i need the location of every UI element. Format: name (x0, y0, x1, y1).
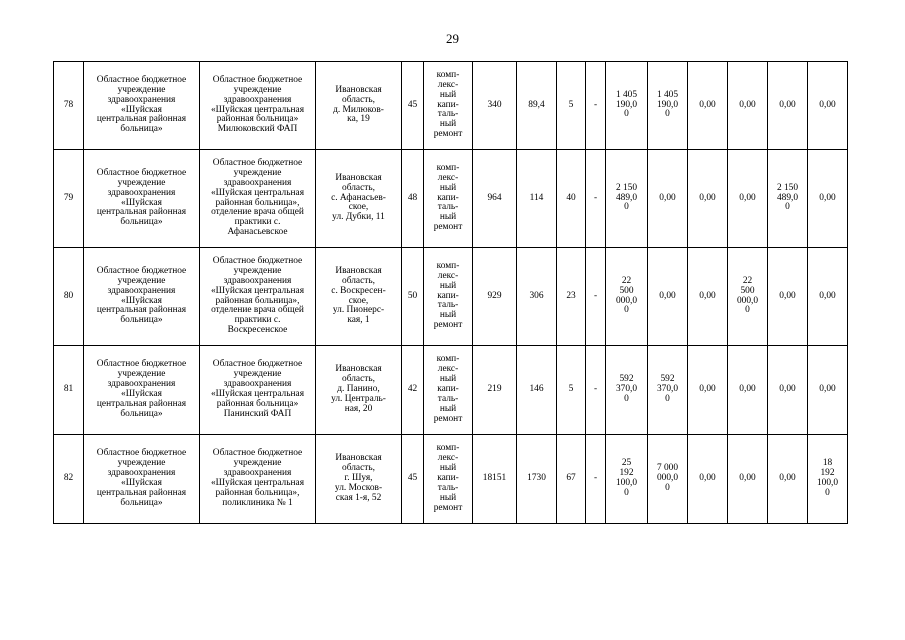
work-type-cell: комп- лекс- ный капи- таль- ный ремонт (424, 248, 473, 346)
value-cell: 40 (557, 150, 586, 248)
value-cell: 146 (517, 346, 557, 435)
value-cell: 219 (473, 346, 517, 435)
work-type-cell: комп- лекс- ный капи- таль- ный ремонт (424, 150, 473, 248)
funding-cell: 0,00 (648, 150, 688, 248)
object-cell: Областное бюджетное учреждение здравоохранения «Шуйская центральная районная больница», отделение врача общей практики с. Воскресенское (200, 248, 316, 346)
funding-cell: 0,00 (808, 62, 848, 150)
funding-cell: 0,00 (808, 346, 848, 435)
table-row (54, 62, 848, 150)
funding-cell: 0,00 (768, 435, 808, 524)
funding-cell: 0,00 (728, 62, 768, 150)
funding-cell: 1 405 190,0 0 (648, 62, 688, 150)
customer-cell: Областное бюджетное учреждение здравоохранения «Шуйская центральная районная больница» (84, 248, 200, 346)
customer-cell: Областное бюджетное учреждение здравоохранения «Шуйская центральная районная больница» (84, 435, 200, 524)
total-cost-cell: 2 150 489,0 0 (606, 150, 648, 248)
value-cell: 45 (402, 62, 424, 150)
funding-cell: 0,00 (648, 248, 688, 346)
value-cell: 23 (557, 248, 586, 346)
address-cell: Ивановская область, д. Панино, ул. Централь- ная, 20 (316, 346, 402, 435)
total-cost-cell: 22 500 000,0 0 (606, 248, 648, 346)
funding-cell: 0,00 (768, 248, 808, 346)
customer-cell: Областное бюджетное учреждение здравоохранения «Шуйская центральная районная больница» (84, 150, 200, 248)
funding-cell: 0,00 (688, 150, 728, 248)
address-cell: Ивановская область, с. Воскресен- ское, ул. Пионерс- кая, 1 (316, 248, 402, 346)
funding-cell: 0,00 (768, 346, 808, 435)
funding-cell: 0,00 (688, 435, 728, 524)
funding-cell: 22 500 000,0 0 (728, 248, 768, 346)
page-number: 29 (446, 31, 459, 46)
table-row (54, 435, 848, 524)
funding-cell: 592 370,0 0 (648, 346, 688, 435)
work-type-cell: комп- лекс- ный капи- таль- ный ремонт (424, 62, 473, 150)
table-row (54, 346, 848, 435)
value-cell: 89,4 (517, 62, 557, 150)
value-cell: - (586, 248, 606, 346)
total-cost-cell: 592 370,0 0 (606, 346, 648, 435)
value-cell: 48 (402, 150, 424, 248)
value-cell: 42 (402, 346, 424, 435)
row-number-cell: 82 (54, 435, 84, 524)
value-cell: 5 (557, 62, 586, 150)
work-type-cell: комп- лекс- ный капи- таль- ный ремонт (424, 435, 473, 524)
value-cell: 45 (402, 435, 424, 524)
value-cell: 306 (517, 248, 557, 346)
total-cost-cell: 25 192 100,0 0 (606, 435, 648, 524)
funding-cell: 0,00 (688, 248, 728, 346)
funding-cell: 0,00 (688, 62, 728, 150)
funding-cell: 0,00 (768, 62, 808, 150)
funding-cell: 0,00 (688, 346, 728, 435)
value-cell: 340 (473, 62, 517, 150)
funding-cell: 2 150 489,0 0 (768, 150, 808, 248)
funding-cell: 18 192 100,0 0 (808, 435, 848, 524)
customer-cell: Областное бюджетное учреждение здравоохранения «Шуйская центральная районная больница» (84, 62, 200, 150)
value-cell: 50 (402, 248, 424, 346)
capital-repair-table (53, 61, 848, 524)
value-cell: - (586, 62, 606, 150)
object-cell: Областное бюджетное учреждение здравоохранения «Шуйская центральная районная больница» Панинский ФАП (200, 346, 316, 435)
work-type-cell: комп- лекс- ный капи- таль- ный ремонт (424, 346, 473, 435)
value-cell: 929 (473, 248, 517, 346)
funding-cell: 7 000 000,0 0 (648, 435, 688, 524)
address-cell: Ивановская область, г. Шуя, ул. Москов- ская 1-я, 52 (316, 435, 402, 524)
row-number-cell: 78 (54, 62, 84, 150)
funding-cell: 0,00 (728, 346, 768, 435)
object-cell: Областное бюджетное учреждение здравоохранения «Шуйская центральная районная больница», отделение врача общей практики с. Афанасьевское (200, 150, 316, 248)
value-cell: 67 (557, 435, 586, 524)
address-cell: Ивановская область, с. Афанасьев- ское, ул. Дубки, 11 (316, 150, 402, 248)
funding-cell: 0,00 (728, 150, 768, 248)
value-cell: 1730 (517, 435, 557, 524)
value-cell: - (586, 435, 606, 524)
object-cell: Областное бюджетное учреждение здравоохранения «Шуйская центральная районная больница» Милюковский ФАП (200, 62, 316, 150)
funding-cell: 0,00 (808, 150, 848, 248)
customer-cell: Областное бюджетное учреждение здравоохранения «Шуйская центральная районная больница» (84, 346, 200, 435)
value-cell: - (586, 346, 606, 435)
object-cell: Областное бюджетное учреждение здравоохранения «Шуйская центральная районная больница», поликлиника № 1 (200, 435, 316, 524)
value-cell: 5 (557, 346, 586, 435)
table-row (54, 248, 848, 346)
address-cell: Ивановская область, д. Милюков- ка, 19 (316, 62, 402, 150)
table-row (54, 150, 848, 248)
row-number-cell: 79 (54, 150, 84, 248)
funding-cell: 0,00 (808, 248, 848, 346)
funding-cell: 0,00 (728, 435, 768, 524)
value-cell: 964 (473, 150, 517, 248)
value-cell: 114 (517, 150, 557, 248)
row-number-cell: 80 (54, 248, 84, 346)
row-number-cell: 81 (54, 346, 84, 435)
value-cell: - (586, 150, 606, 248)
total-cost-cell: 1 405 190,0 0 (606, 62, 648, 150)
value-cell: 18151 (473, 435, 517, 524)
